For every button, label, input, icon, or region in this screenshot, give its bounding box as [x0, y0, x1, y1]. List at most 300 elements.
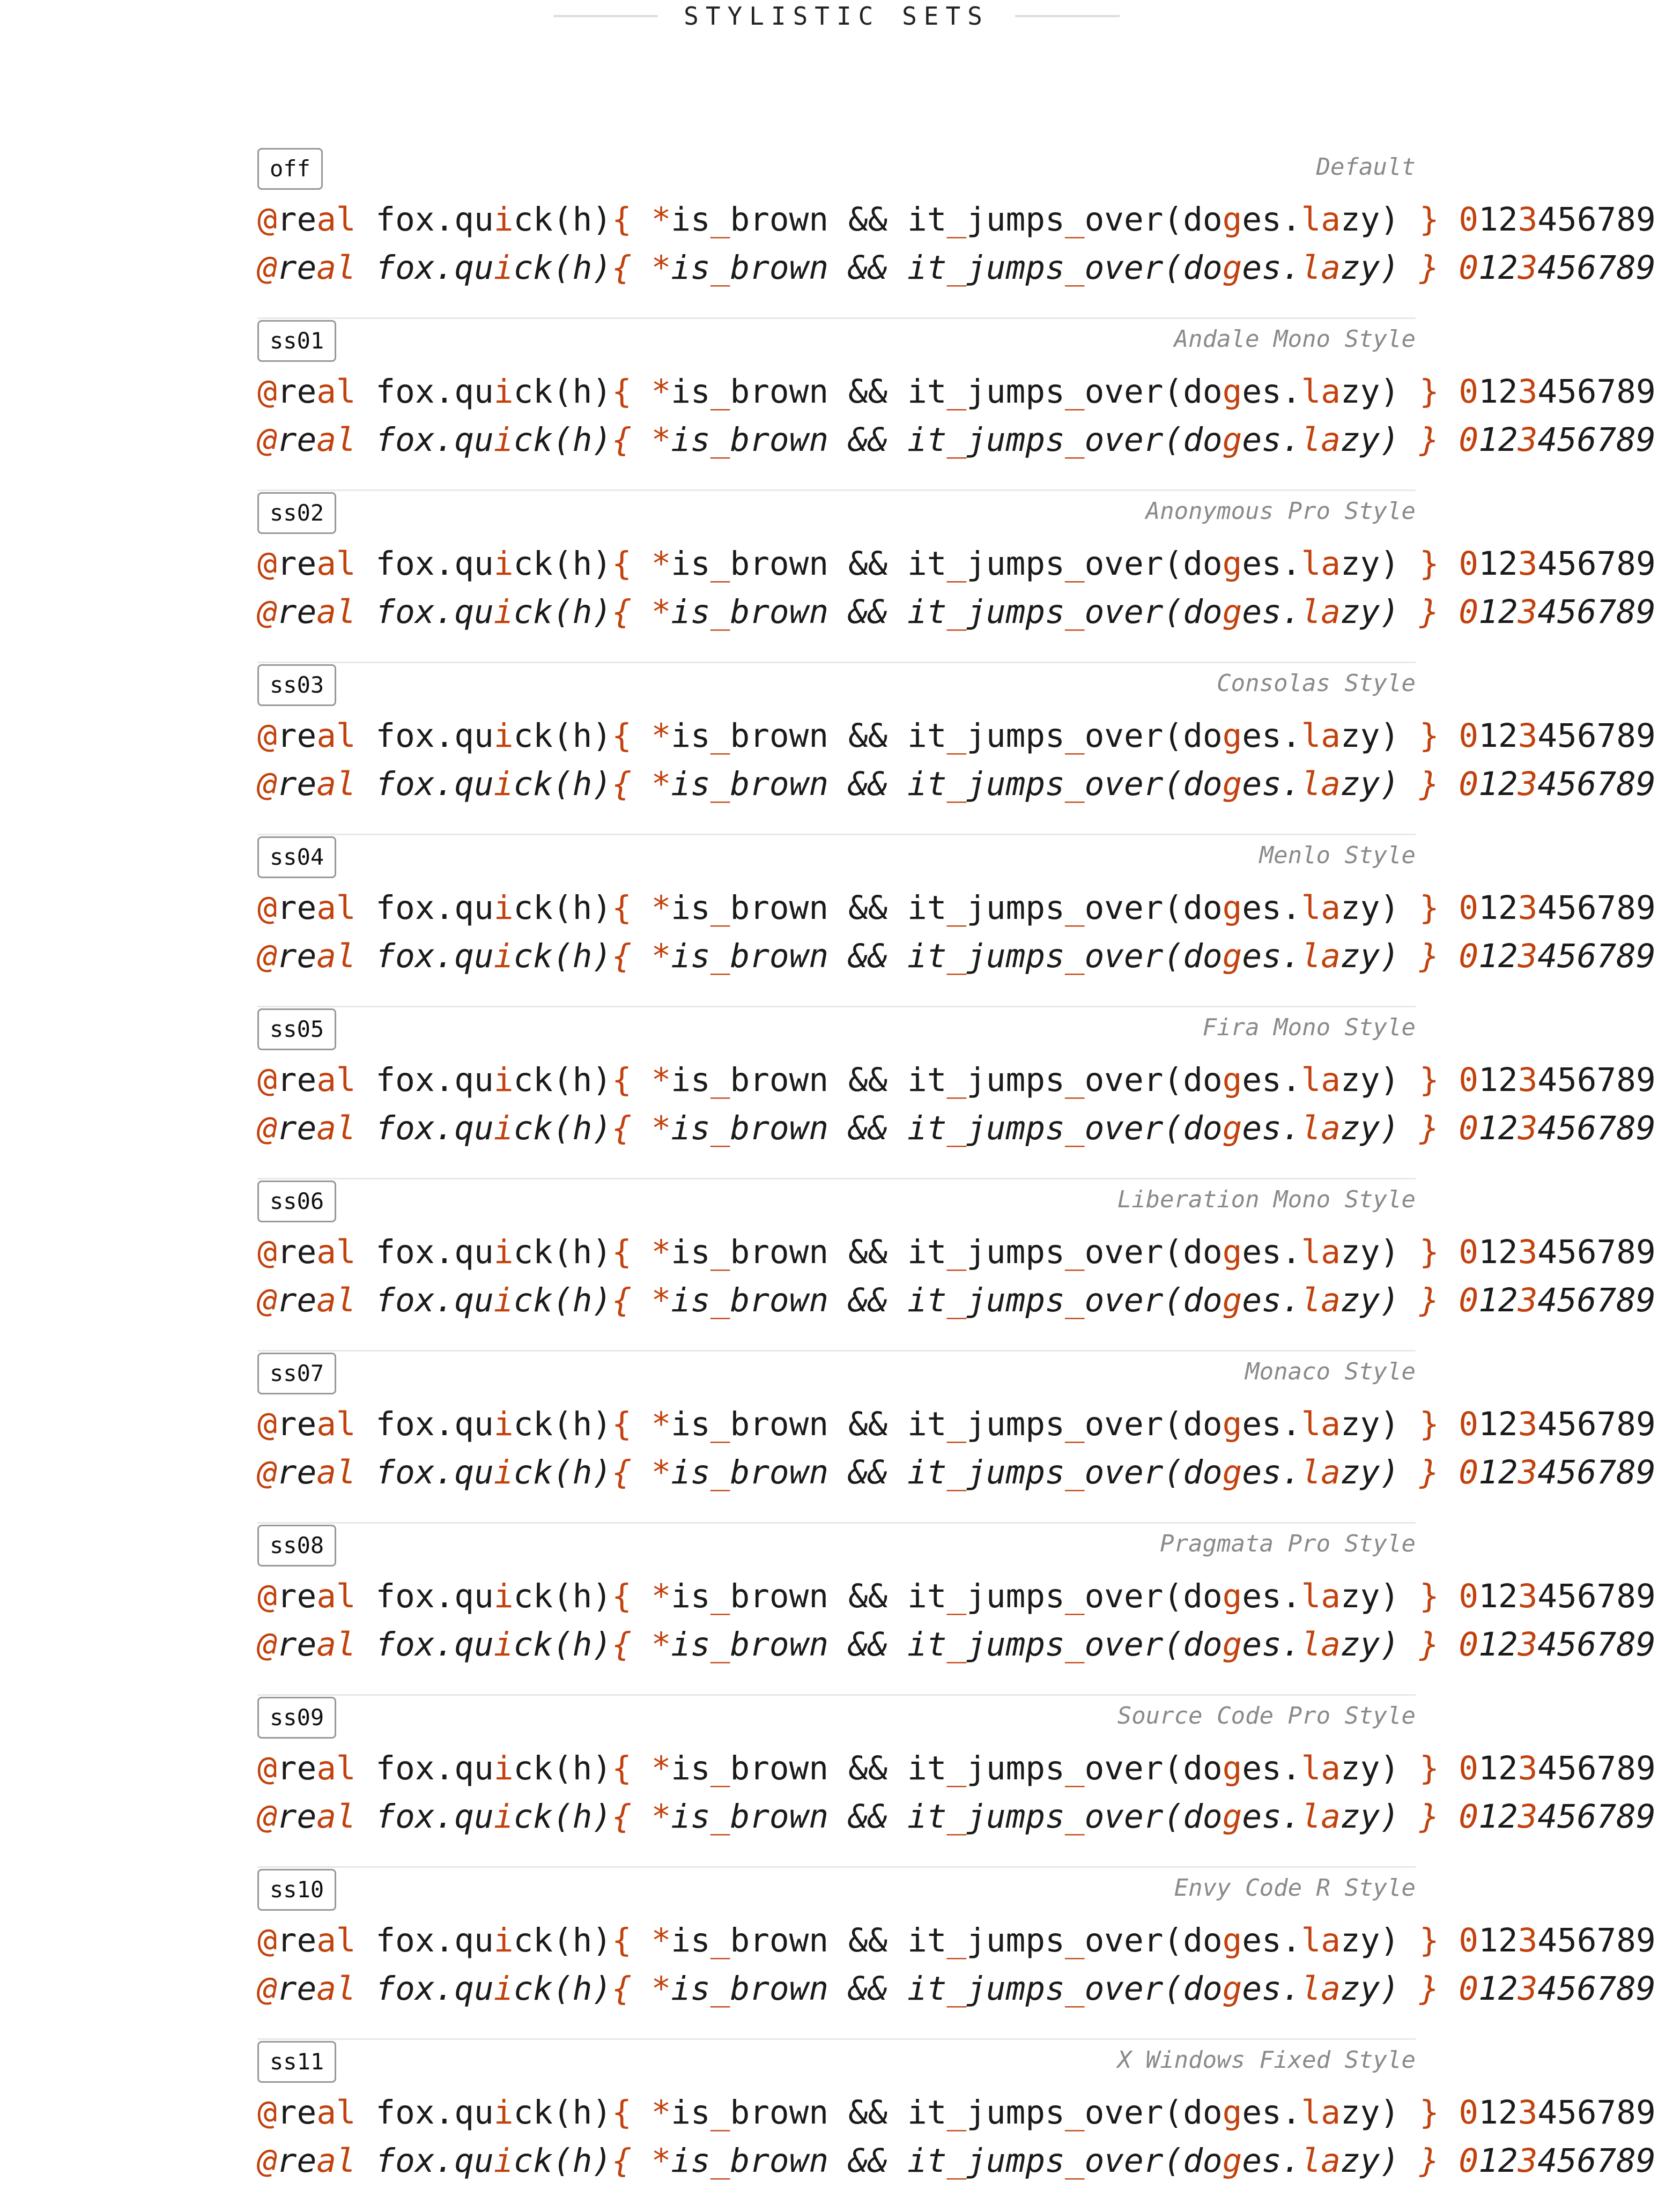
sample-text: fox.qu — [356, 1061, 494, 1099]
highlighted-glyph: { — [612, 1061, 632, 1099]
highlighted-glyph: _ — [946, 1233, 967, 1271]
sample-text: re — [277, 1109, 317, 1147]
highlighted-glyph: g — [1222, 1405, 1242, 1443]
highlighted-glyph: g — [1222, 545, 1242, 583]
sample-text: over(do — [1084, 593, 1223, 631]
sample-text: zy) — [1341, 1970, 1419, 2008]
sample-text: re — [277, 765, 317, 803]
highlighted-glyph: 0 — [1459, 1405, 1479, 1443]
sample-text: 12 — [1478, 1405, 1518, 1443]
highlighted-glyph: } — [1419, 373, 1439, 411]
sample-text: es. — [1242, 1453, 1301, 1491]
highlighted-glyph: 0 — [1459, 1281, 1479, 1319]
sample-code-upright — [257, 715, 1656, 758]
sample-text: es. — [1242, 1921, 1301, 1959]
sample-code-upright — [257, 887, 1656, 930]
sample-text: is — [671, 1970, 710, 2008]
sample-text: 12 — [1478, 1109, 1518, 1147]
sample-text: over(do — [1084, 249, 1223, 287]
sample-code-upright — [257, 543, 1656, 585]
highlighted-glyph: _ — [946, 545, 967, 583]
sample-text: 456789 — [1537, 1405, 1656, 1443]
highlighted-glyph: i — [493, 717, 514, 755]
sample-code-italic — [257, 1795, 1656, 1838]
highlighted-glyph: la — [1301, 249, 1341, 287]
sample-text — [1439, 1921, 1459, 1959]
highlighted-glyph: g — [1222, 1921, 1242, 1959]
sample-text: 456789 — [1537, 1453, 1656, 1491]
highlighted-glyph: { — [612, 1281, 632, 1319]
sample-text: over(do — [1084, 373, 1223, 411]
sample-text: jumps — [966, 545, 1065, 583]
stylistic-set-row — [257, 663, 1656, 835]
sample-text: zy) — [1341, 1233, 1419, 1271]
sample-text: is — [671, 1405, 710, 1443]
sample-text: over(do — [1084, 765, 1223, 803]
sample-text: ck(h) — [513, 1798, 612, 1836]
sample-text: re — [277, 1970, 317, 2008]
highlighted-glyph: { — [612, 717, 632, 755]
highlighted-glyph: @ — [257, 1577, 277, 1615]
highlighted-glyph: _ — [946, 1281, 967, 1319]
sample-text: 456789 — [1537, 421, 1656, 459]
stylistic-set-row — [257, 1352, 1656, 1524]
highlighted-glyph: la — [1301, 889, 1341, 927]
highlighted-glyph: * — [651, 249, 671, 287]
sample-text: re — [277, 1921, 317, 1959]
sample-text: jumps — [966, 765, 1065, 803]
sample-text: zy) — [1341, 1577, 1419, 1615]
sample-text: zy) — [1341, 1921, 1419, 1959]
highlighted-glyph: 3 — [1517, 593, 1538, 631]
sample-text: brown && it — [730, 1625, 947, 1664]
sample-text: 12 — [1478, 1970, 1518, 2008]
sample-text: ck(h) — [513, 1405, 612, 1443]
highlighted-glyph: 0 — [1459, 937, 1479, 975]
highlighted-glyph: 3 — [1517, 1749, 1538, 1787]
sample-text: es. — [1242, 937, 1301, 975]
sample-text: re — [277, 1798, 317, 1836]
highlighted-glyph: g — [1222, 889, 1242, 927]
highlighted-glyph: 0 — [1459, 1109, 1479, 1147]
sample-text: ck(h) — [513, 421, 612, 459]
highlighted-glyph: al — [316, 1970, 356, 2008]
sample-text: 456789 — [1537, 1798, 1656, 1836]
highlighted-glyph: al — [316, 1749, 356, 1787]
sample-text: is — [671, 2142, 710, 2180]
highlighted-glyph: i — [493, 421, 514, 459]
sample-code-italic — [257, 1107, 1656, 1150]
highlighted-glyph: * — [651, 1749, 671, 1787]
highlighted-glyph: * — [651, 1233, 671, 1271]
sample-text: brown && it — [730, 593, 947, 631]
sample-text: 12 — [1478, 1281, 1518, 1319]
sample-text: zy) — [1341, 1453, 1419, 1491]
sample-code-italic — [257, 763, 1656, 806]
sample-text: ck(h) — [513, 1109, 612, 1147]
sample-text — [632, 1281, 652, 1319]
sample-text: is — [671, 373, 710, 411]
sample-text: brown && it — [730, 717, 947, 755]
highlighted-glyph: } — [1419, 545, 1439, 583]
sample-text: is — [671, 2094, 710, 2132]
highlighted-glyph: g — [1222, 717, 1242, 755]
sample-text: brown && it — [730, 545, 947, 583]
stylistic-set-row — [257, 1524, 1656, 1696]
set-tag-badge: ss06 — [257, 1181, 336, 1222]
highlighted-glyph: } — [1419, 1921, 1439, 1959]
highlighted-glyph: i — [493, 1281, 514, 1319]
highlighted-glyph: g — [1222, 765, 1242, 803]
set-tag-badge: ss10 — [257, 1869, 336, 1911]
highlighted-glyph: _ — [946, 1749, 967, 1787]
sample-text: ck(h) — [513, 593, 612, 631]
highlighted-glyph: _ — [710, 937, 730, 975]
sample-text: zy) — [1341, 937, 1419, 975]
highlighted-glyph: 0 — [1459, 249, 1479, 287]
sample-text: es. — [1242, 2094, 1301, 2132]
sample-text: 12 — [1478, 1749, 1518, 1787]
highlighted-glyph: 3 — [1517, 1233, 1538, 1271]
sample-text: 456789 — [1537, 545, 1656, 583]
sample-text: brown && it — [730, 373, 947, 411]
sample-text: brown && it — [730, 249, 947, 287]
highlighted-glyph: al — [316, 593, 356, 631]
sample-text: over(do — [1084, 2142, 1223, 2180]
highlighted-glyph: _ — [946, 2094, 967, 2132]
highlighted-glyph: _ — [1064, 545, 1085, 583]
highlighted-glyph: _ — [1064, 717, 1085, 755]
sample-text: ck(h) — [513, 373, 612, 411]
sample-text — [1439, 1405, 1459, 1443]
highlighted-glyph: la — [1301, 1749, 1341, 1787]
highlighted-glyph: { — [612, 1109, 632, 1147]
set-tag-badge: ss03 — [257, 664, 336, 706]
highlighted-glyph: 3 — [1517, 2094, 1538, 2132]
highlighted-glyph: la — [1301, 1921, 1341, 1959]
sample-text: is — [671, 765, 710, 803]
sample-text — [632, 1109, 652, 1147]
highlighted-glyph: @ — [257, 249, 277, 287]
sample-text: 456789 — [1537, 201, 1656, 239]
highlighted-glyph: { — [612, 765, 632, 803]
sample-text: es. — [1242, 1061, 1301, 1099]
sample-text: es. — [1242, 593, 1301, 631]
sample-text: es. — [1242, 1405, 1301, 1443]
highlighted-glyph: i — [493, 1970, 514, 2008]
sample-text — [632, 1921, 652, 1959]
highlighted-glyph: 0 — [1459, 1798, 1479, 1836]
sample-text: 456789 — [1537, 1577, 1656, 1615]
sample-text — [1439, 1625, 1459, 1664]
highlighted-glyph: _ — [710, 1970, 730, 2008]
highlighted-glyph: _ — [946, 373, 967, 411]
sample-text: 456789 — [1537, 1281, 1656, 1319]
sample-text: fox.qu — [356, 2094, 494, 2132]
sample-text: 12 — [1478, 1061, 1518, 1099]
highlighted-glyph: { — [612, 1749, 632, 1787]
sample-text: 456789 — [1537, 1061, 1656, 1099]
highlighted-glyph: i — [493, 765, 514, 803]
highlighted-glyph: al — [316, 249, 356, 287]
highlighted-glyph: { — [612, 1798, 632, 1836]
highlighted-glyph: @ — [257, 1625, 277, 1664]
highlighted-glyph: _ — [710, 1921, 730, 1959]
sample-text: jumps — [966, 937, 1065, 975]
sample-text: fox.qu — [356, 1233, 494, 1271]
highlighted-glyph: } — [1419, 717, 1439, 755]
sample-text: fox.qu — [356, 1921, 494, 1959]
sample-text — [1439, 373, 1459, 411]
sample-text: re — [277, 1233, 317, 1271]
sample-text: ck(h) — [513, 1281, 612, 1319]
highlighted-glyph: _ — [1064, 1405, 1085, 1443]
highlighted-glyph: _ — [710, 545, 730, 583]
sample-text — [1439, 1109, 1459, 1147]
highlighted-glyph: 3 — [1517, 373, 1538, 411]
highlighted-glyph: @ — [257, 937, 277, 975]
highlighted-glyph: } — [1419, 2142, 1439, 2180]
sample-text: 12 — [1478, 1577, 1518, 1615]
sample-text: jumps — [966, 593, 1065, 631]
highlighted-glyph: * — [651, 765, 671, 803]
sample-text: zy) — [1341, 201, 1419, 239]
highlighted-glyph: { — [612, 249, 632, 287]
highlighted-glyph: _ — [710, 1453, 730, 1491]
highlighted-glyph: 0 — [1459, 717, 1479, 755]
highlighted-glyph: i — [493, 2142, 514, 2180]
highlighted-glyph: * — [651, 373, 671, 411]
highlighted-glyph: } — [1419, 1109, 1439, 1147]
highlighted-glyph: 3 — [1517, 1970, 1538, 2008]
sample-text: re — [277, 201, 317, 239]
sample-text — [1439, 1061, 1459, 1099]
sample-text: over(do — [1084, 1281, 1223, 1319]
highlighted-glyph: @ — [257, 1109, 277, 1147]
sample-text: 12 — [1478, 889, 1518, 927]
highlighted-glyph: _ — [1064, 1921, 1085, 1959]
highlighted-glyph: la — [1301, 717, 1341, 755]
sample-text: re — [277, 1453, 317, 1491]
highlighted-glyph: _ — [1064, 201, 1085, 239]
highlighted-glyph: @ — [257, 593, 277, 631]
highlighted-glyph: 3 — [1517, 1405, 1538, 1443]
sample-text: is — [671, 545, 710, 583]
highlighted-glyph: } — [1419, 201, 1439, 239]
highlighted-glyph: _ — [946, 1921, 967, 1959]
sample-code-italic — [257, 419, 1656, 462]
sample-text: brown && it — [730, 1281, 947, 1319]
sample-text — [632, 717, 652, 755]
sample-text — [1439, 2142, 1459, 2180]
sample-text: jumps — [966, 2094, 1065, 2132]
highlighted-glyph: _ — [946, 937, 967, 975]
sample-text: zy) — [1341, 1109, 1419, 1147]
sample-text: over(do — [1084, 1061, 1223, 1099]
highlighted-glyph: g — [1222, 593, 1242, 631]
sample-text — [1439, 2094, 1459, 2132]
sample-text: fox.qu — [356, 2142, 494, 2180]
highlighted-glyph: { — [612, 1577, 632, 1615]
section-title: STYLISTIC SETS — [684, 2, 989, 31]
sample-text: zy) — [1341, 1281, 1419, 1319]
set-style-name: Consolas Style — [1217, 670, 1416, 697]
sample-text: 456789 — [1537, 593, 1656, 631]
highlighted-glyph: _ — [710, 1625, 730, 1664]
sample-text: es. — [1242, 373, 1301, 411]
sample-text: is — [671, 1921, 710, 1959]
highlighted-glyph: _ — [946, 1061, 967, 1099]
sample-text: brown && it — [730, 1453, 947, 1491]
sample-text: over(do — [1084, 1577, 1223, 1615]
highlighted-glyph: 0 — [1459, 1625, 1479, 1664]
highlighted-glyph: @ — [257, 1453, 277, 1491]
sample-code-italic — [257, 1623, 1656, 1666]
sample-text: 456789 — [1537, 889, 1656, 927]
highlighted-glyph: 3 — [1517, 937, 1538, 975]
highlighted-glyph: la — [1301, 421, 1341, 459]
highlighted-glyph: * — [651, 545, 671, 583]
sample-code-italic — [257, 247, 1656, 290]
sample-text: es. — [1242, 201, 1301, 239]
sample-text: es. — [1242, 1798, 1301, 1836]
sample-text: es. — [1242, 1281, 1301, 1319]
sample-text: re — [277, 1749, 317, 1787]
highlighted-glyph: 0 — [1459, 421, 1479, 459]
sample-code-upright — [257, 370, 1656, 413]
highlighted-glyph: { — [612, 1405, 632, 1443]
highlighted-glyph: al — [316, 1577, 356, 1615]
stylistic-set-row — [257, 2040, 1656, 2212]
sample-text: over(do — [1084, 1405, 1223, 1443]
sample-text: re — [277, 717, 317, 755]
stylistic-set-row — [257, 1696, 1656, 1868]
highlighted-glyph: * — [651, 2142, 671, 2180]
sample-text — [632, 201, 652, 239]
sample-text: ck(h) — [513, 1453, 612, 1491]
sample-text: es. — [1242, 889, 1301, 927]
highlighted-glyph: * — [651, 1577, 671, 1615]
highlighted-glyph: _ — [1064, 249, 1085, 287]
sample-text: over(do — [1084, 1233, 1223, 1271]
sample-text: 456789 — [1537, 249, 1656, 287]
sample-text — [632, 1798, 652, 1836]
highlighted-glyph: @ — [257, 2094, 277, 2132]
highlighted-glyph: @ — [257, 1233, 277, 1271]
set-style-name: Monaco Style — [1245, 1358, 1416, 1385]
highlighted-glyph: la — [1301, 2094, 1341, 2132]
highlighted-glyph: 3 — [1517, 1577, 1538, 1615]
sample-text: jumps — [966, 1281, 1065, 1319]
sample-code-upright — [257, 1403, 1656, 1446]
highlighted-glyph: _ — [946, 765, 967, 803]
set-style-name: Source Code Pro Style — [1117, 1702, 1416, 1729]
highlighted-glyph: @ — [257, 421, 277, 459]
highlighted-glyph: 3 — [1517, 201, 1538, 239]
highlighted-glyph: _ — [710, 2094, 730, 2132]
highlighted-glyph: g — [1222, 1970, 1242, 2008]
highlighted-glyph: @ — [257, 765, 277, 803]
sample-text: ck(h) — [513, 249, 612, 287]
highlighted-glyph: _ — [1064, 421, 1085, 459]
sample-text — [632, 1970, 652, 2008]
sample-text: fox.qu — [356, 1798, 494, 1836]
set-style-name: Envy Code R Style — [1174, 1874, 1416, 1902]
highlighted-glyph: * — [651, 1798, 671, 1836]
highlighted-glyph: _ — [1064, 2142, 1085, 2180]
highlighted-glyph: la — [1301, 1281, 1341, 1319]
highlighted-glyph: _ — [1064, 1577, 1085, 1615]
highlighted-glyph: la — [1301, 1970, 1341, 2008]
sample-text: fox.qu — [356, 1749, 494, 1787]
highlighted-glyph: } — [1419, 889, 1439, 927]
sample-text: fox.qu — [356, 1453, 494, 1491]
set-style-name: Fira Mono Style — [1202, 1014, 1416, 1041]
sample-text: 456789 — [1537, 2094, 1656, 2132]
highlighted-glyph: _ — [710, 373, 730, 411]
highlighted-glyph: _ — [1064, 765, 1085, 803]
sample-text: 456789 — [1537, 765, 1656, 803]
sample-text: jumps — [966, 421, 1065, 459]
highlighted-glyph: 0 — [1459, 889, 1479, 927]
set-tag-badge: ss07 — [257, 1353, 336, 1394]
sample-text: is — [671, 1233, 710, 1271]
highlighted-glyph: g — [1222, 1233, 1242, 1271]
set-style-name: Menlo Style — [1259, 842, 1416, 869]
highlighted-glyph: 3 — [1517, 717, 1538, 755]
highlighted-glyph: i — [493, 373, 514, 411]
highlighted-glyph: } — [1419, 2094, 1439, 2132]
highlighted-glyph: * — [651, 889, 671, 927]
highlighted-glyph: } — [1419, 1798, 1439, 1836]
sample-text: zy) — [1341, 1625, 1419, 1664]
highlighted-glyph: * — [651, 1109, 671, 1147]
highlighted-glyph: _ — [1064, 1453, 1085, 1491]
highlighted-glyph: la — [1301, 1798, 1341, 1836]
highlighted-glyph: 0 — [1459, 1233, 1479, 1271]
sample-code-italic — [257, 1451, 1656, 1494]
sample-text: over(do — [1084, 1109, 1223, 1147]
highlighted-glyph: i — [493, 201, 514, 239]
highlighted-glyph: _ — [710, 593, 730, 631]
highlighted-glyph: g — [1222, 2094, 1242, 2132]
highlighted-glyph: _ — [710, 1281, 730, 1319]
set-tag-badge: ss09 — [257, 1697, 336, 1739]
highlighted-glyph: al — [316, 1798, 356, 1836]
highlighted-glyph: la — [1301, 2142, 1341, 2180]
highlighted-glyph: _ — [710, 421, 730, 459]
highlighted-glyph: al — [316, 717, 356, 755]
sample-text: fox.qu — [356, 1281, 494, 1319]
highlighted-glyph: * — [651, 1625, 671, 1664]
set-style-name: Liberation Mono Style — [1117, 1186, 1416, 1213]
sample-text: is — [671, 937, 710, 975]
sample-text: es. — [1242, 545, 1301, 583]
highlighted-glyph: @ — [257, 373, 277, 411]
highlighted-glyph: * — [651, 201, 671, 239]
highlighted-glyph: { — [612, 593, 632, 631]
sample-text — [632, 937, 652, 975]
highlighted-glyph: la — [1301, 1233, 1341, 1271]
highlighted-glyph: al — [316, 373, 356, 411]
highlighted-glyph: la — [1301, 765, 1341, 803]
highlighted-glyph: * — [651, 2094, 671, 2132]
sample-text: brown && it — [730, 1233, 947, 1271]
sample-text: 456789 — [1537, 717, 1656, 755]
highlighted-glyph: i — [493, 1453, 514, 1491]
highlighted-glyph: g — [1222, 421, 1242, 459]
sample-text: es. — [1242, 421, 1301, 459]
